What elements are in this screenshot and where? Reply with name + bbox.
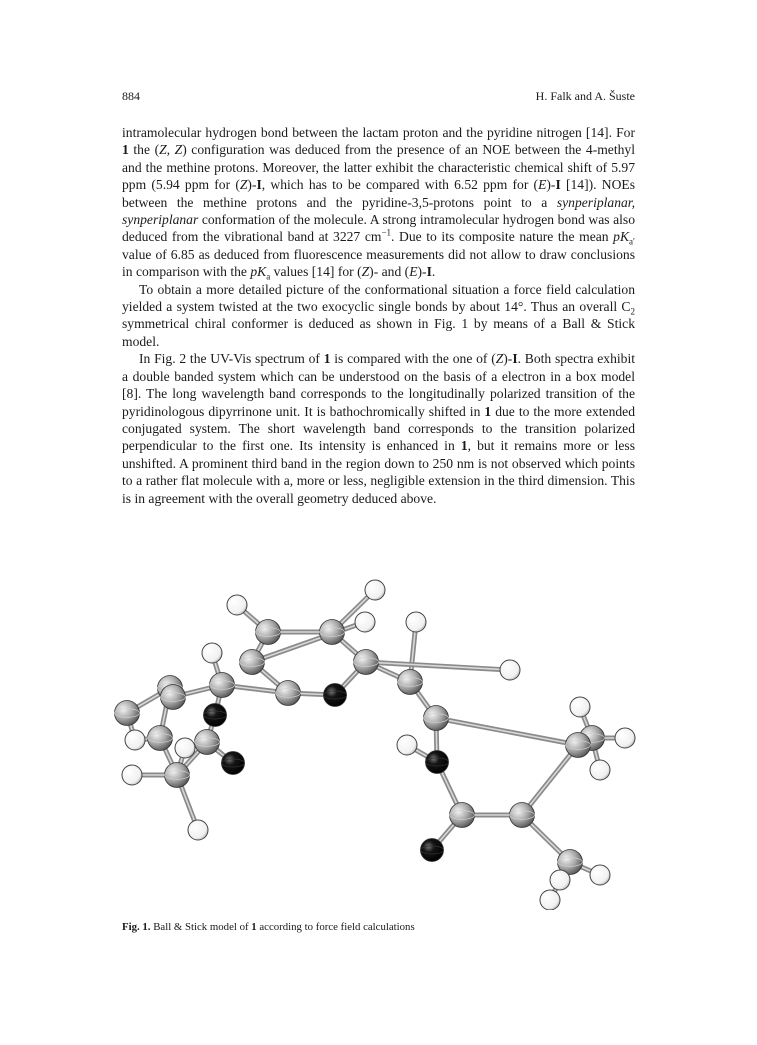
hydrogen-atom: [188, 820, 208, 840]
text-run: In Fig. 2 the UV-Vis spectrum of: [139, 351, 324, 367]
hydrogen-atom: [355, 612, 375, 632]
carbon-atom: [566, 733, 591, 758]
text-run: is compared with the one of (: [330, 351, 496, 367]
superscript: −1: [381, 227, 392, 238]
figure-caption: [122, 921, 415, 933]
figure-ball-stick-model: [110, 570, 650, 910]
hydrogen-atom: [550, 870, 570, 890]
text-run: .: [431, 264, 436, 280]
carbon-atom: [240, 650, 265, 675]
text-run: due to the more extended conjugated system. The short wavelength band corresponds to the transition polarized perpendicular to the first one. Its intensity is enhanced in: [122, 403, 636, 454]
heteroatom: [421, 839, 444, 862]
carbon-atom: [210, 673, 235, 698]
text-run: )-: [503, 351, 513, 367]
carbon-atom: [450, 803, 475, 828]
text-run: intramolecular hydrogen bond between the lactam proton and the pyridine nitrogen [14]. For: [122, 125, 635, 140]
carbon-atom: [165, 763, 190, 788]
italic-run: E: [538, 177, 547, 193]
carbon-atom: [320, 620, 345, 645]
text-run: . Both spectra exhibit a double banded system which can be understood on the basis of a electron in a box model [8]. The long wavelength band corresponds to the longitudinally polarized transition of the pyridinologous dipyrrinone unit. It is bathochromically shifted in: [122, 351, 635, 419]
text-run: )-: [417, 264, 427, 280]
hydrogen-atom: [590, 865, 610, 885]
caption-label: Fig. 1.: [122, 921, 151, 933]
compound-ref: I: [512, 351, 518, 367]
text-run: ) configuration was deduced from the presence of an NOE between the 4-methyl and the methine protons. Moreover, the latter exhibit the characteristic chemical shift of 5.97 ppm (5.94 ppm for (: [122, 142, 635, 193]
subscript: a′: [629, 237, 635, 248]
paragraph-1: [122, 124, 635, 281]
text-run: symmetrical chiral conformer is deduced as shown in Fig. 1 by means of a Ball & Stick model.: [122, 316, 635, 349]
page-number: 884: [122, 89, 140, 103]
carbon-atom: [276, 681, 301, 706]
heteroatom: [204, 704, 227, 727]
carbon-atom: [195, 730, 220, 755]
hydrogen-atom: [202, 643, 222, 663]
text-run: value of 6.85 as deduced from fluorescence measurements did not allow to draw conclusions in comparison with the: [122, 246, 635, 280]
paragraph-2: [122, 281, 635, 351]
text-run: , which has to be compared with 6.52 ppm for (: [261, 177, 539, 193]
carbon-atom: [161, 685, 186, 710]
bond-highlight: [522, 745, 578, 815]
text-run: [14]). NOEs between the methine protons and the pyridine-3,5-protons point to a: [122, 177, 635, 210]
caption-text: Ball & Stick model of: [150, 921, 252, 933]
text-run: , but it remains more or less unshifted. A prominent third band in the region down to 250 nm is not observed which points to a rather flat molecule with a, more or less, negligible extension in the third dimension. This is in agreement with the overall geometry deduced above.: [122, 438, 635, 506]
page-header: [122, 89, 635, 105]
text-run: To obtain a more detailed picture of the conformational situation a force field calculation yielded a system twisted at the two exocyclic single bonds by about 14°. Thus an overall C: [122, 281, 635, 315]
carbon-atom: [398, 670, 423, 695]
compound-ref: 1: [460, 438, 468, 454]
hydrogen-atom: [365, 580, 385, 600]
running-authors: H. Falk and A. Šuste: [535, 89, 635, 103]
text-run: )- and (: [369, 264, 410, 280]
compound-ref: I: [555, 177, 561, 193]
italic-run: synperiplanar, synperiplanar: [122, 194, 635, 228]
text-run: values [14] for (: [270, 264, 362, 280]
bond-highlight: [436, 718, 578, 745]
heteroatom: [426, 751, 449, 774]
carbon-atom: [148, 726, 173, 751]
molecule-illustration: [110, 570, 650, 910]
text-run: )-: [247, 177, 257, 193]
paragraph-3: [122, 350, 635, 507]
hydrogen-atom: [122, 765, 142, 785]
italic-run: E: [409, 264, 418, 280]
heteroatom: [324, 684, 347, 707]
hydrogen-atom: [397, 735, 417, 755]
hydrogen-atom: [570, 697, 590, 717]
hydrogen-atom: [540, 890, 560, 910]
carbon-atom: [354, 650, 379, 675]
hydrogen-atom: [125, 730, 145, 750]
hydrogen-atom: [615, 728, 635, 748]
bond-highlight: [366, 662, 510, 670]
italic-run: Z: [361, 264, 370, 280]
atoms-layer: [115, 580, 636, 910]
carbon-atom: [424, 706, 449, 731]
italic-run: Z: [239, 177, 248, 193]
hydrogen-atom: [406, 612, 426, 632]
caption-tail: according to force field calculations: [256, 921, 415, 933]
text-run: the (: [128, 142, 160, 158]
compound-ref: I: [256, 177, 262, 193]
italic-run: pK: [250, 264, 267, 280]
carbon-atom: [510, 803, 535, 828]
compound-ref: I: [426, 264, 432, 280]
hydrogen-atom: [227, 595, 247, 615]
italic-run: Z, Z: [159, 142, 183, 158]
text-run: . Due to its composite nature the mean: [391, 229, 614, 245]
heteroatom: [222, 752, 245, 775]
subscript: 2: [630, 306, 635, 317]
hydrogen-atom: [175, 738, 195, 758]
carbon-atom: [115, 701, 140, 726]
compound-ref: 1: [484, 403, 492, 419]
italic-run: pK: [613, 229, 630, 245]
text-run: )-: [546, 177, 556, 193]
compound-ref: 1: [323, 351, 331, 367]
hydrogen-atom: [500, 660, 520, 680]
text-run: conformation of the molecule. A strong intramolecular hydrogen bond was also deduced from the vibrational band at 3227 cm: [122, 212, 635, 245]
carbon-atom: [256, 620, 281, 645]
body-text: [122, 124, 635, 507]
caption-compound: 1: [251, 921, 257, 933]
subscript: a: [266, 271, 271, 282]
italic-run: Z: [495, 351, 504, 367]
hydrogen-atom: [590, 760, 610, 780]
compound-ref: 1: [122, 142, 129, 158]
